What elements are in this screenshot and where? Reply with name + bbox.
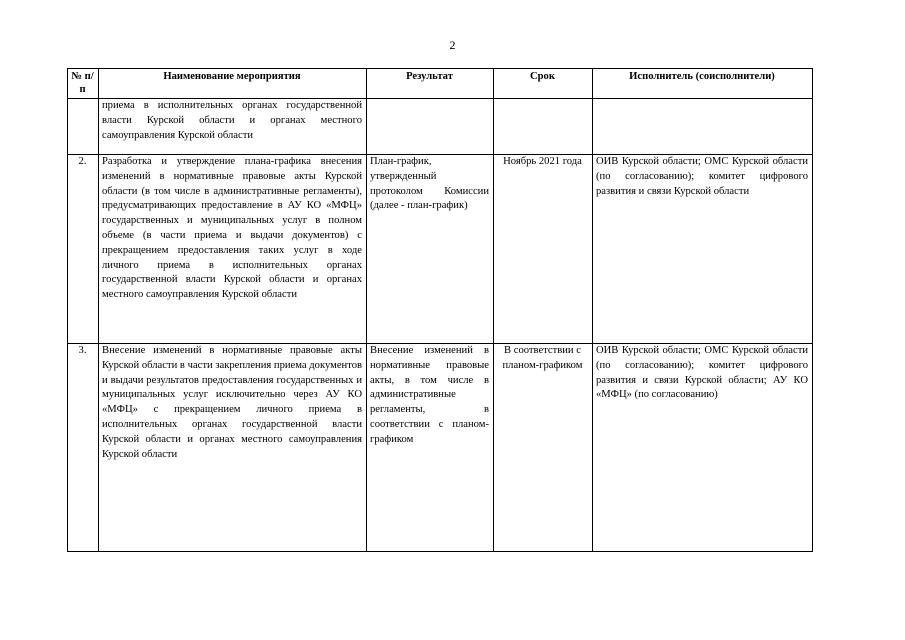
action-plan-table [67, 68, 813, 552]
header-name: Наименование мероприятия [99, 69, 367, 99]
page-number: 2 [449, 38, 456, 52]
row-executor: ОИВ Курской области; ОМС Курской области (по согласованию); комитет цифрового развития и связи Курской области; АУ КО «МФЦ» (по согласованию) [593, 344, 813, 552]
row-executor: ОИВ Курской области; ОМС Курской области (по согласованию); комитет цифрового развития и связи Курской области [593, 155, 813, 344]
row-number: 2. [68, 155, 99, 344]
row-term: В соответствии с планом-графиком [494, 344, 593, 552]
table-row [68, 99, 813, 155]
row-name: приема в исполнительных органах государственной власти Курской области и органах местного самоуправления Курской области [99, 99, 367, 155]
row-number: 3. [68, 344, 99, 552]
row-term: Ноябрь 2021 года [494, 155, 593, 344]
row-executor [593, 99, 813, 155]
row-result [367, 99, 494, 155]
row-number [68, 99, 99, 155]
row-result: План-график, утвержденный протоколом Комиссии (далее - план-график) [367, 155, 494, 344]
table-row [68, 155, 813, 344]
row-result: Внесение изменений в нормативные правовые акты, в том числе в административные регламенты, в соответствии с планом-графиком [367, 344, 494, 552]
header-number: № п/п [68, 69, 99, 99]
header-executor: Исполнитель (соисполнители) [593, 69, 813, 99]
row-name: Разработка и утверждение плана-графика внесения изменений в нормативные правовые акты Курской области (в том числе в административные регламенты), предусматривающих предоставление в АУ КО «МФЦ» государственных и муниципальных услуг в полном объеме (в части приема и выдачи документов) с прекращением предоставления таких услуг в ходе личного приема в исполнительных органах государственной власти Курской области и органах местного самоуправления Курской области [99, 155, 367, 344]
header-term: Срок [494, 69, 593, 99]
row-term [494, 99, 593, 155]
header-result: Результат [367, 69, 494, 99]
table-header-row [68, 69, 813, 99]
row-name: Внесение изменений в нормативные правовые акты Курской области в части закрепления приема документов и выдачи результатов предоставления государственных и муниципальных услуг исключительно через АУ КО «МФЦ» с прекращением личного приема в исполнительных органах государственной власти Курской области и органах местного самоуправления Курской области [99, 344, 367, 552]
table-row [68, 344, 813, 552]
